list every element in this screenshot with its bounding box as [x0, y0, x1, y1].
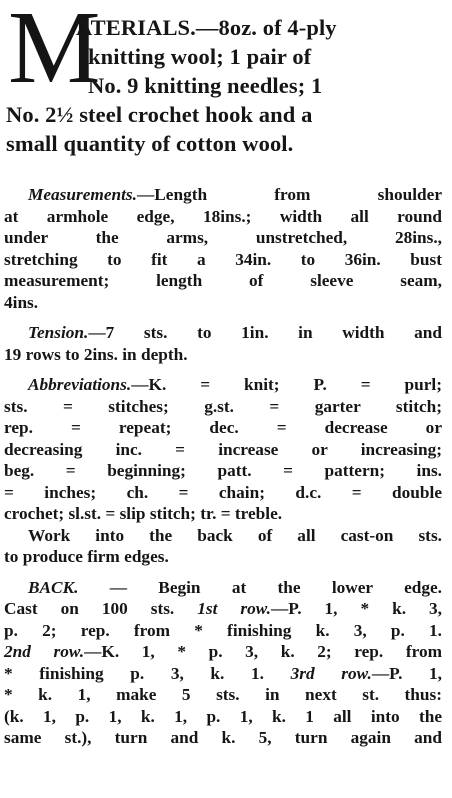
back-line: —K. 1, * p. 3, k. 2; rep. from: [84, 642, 442, 661]
measurements-line: measurement; length of sleeve seam,: [4, 271, 442, 290]
materials-section: [4, 0, 442, 172]
back-line: (k. 1, p. 1, k. 1, p. 1, k. 1 all into the: [4, 706, 442, 726]
back-line: same st.), turn and k. 5, turn again and: [4, 728, 442, 747]
back-line: p. 2; rep. from * finishing k. 3, p. 1.: [4, 620, 442, 640]
note-paragraph: [4, 525, 442, 568]
note-line: Work into the back of all cast-on sts.: [28, 525, 442, 545]
materials-line-1: ATERIALS.—8oz. of 4-ply: [76, 15, 337, 40]
back-line: * finishing p. 3, k. 1.: [4, 663, 291, 683]
abbreviations-line: = inches; ch. = chain; d.c. = double: [4, 482, 442, 502]
pattern-page: [4, 0, 442, 749]
abbreviations-line: beg. = beginning; patt. = pattern; ins.: [4, 461, 442, 480]
back-line: * k. 1, make 5 sts. in next st. thus:: [4, 685, 442, 704]
abbreviations-line: crochet; sl.st. = slip stitch; tr. = treble.: [4, 504, 283, 523]
tension-paragraph: [4, 322, 442, 365]
tension-line: —7 sts. to 1in. in width and: [88, 323, 442, 342]
tension-heading: Tension.: [28, 323, 89, 342]
materials-line-4: No. 2½ steel crochet hook and a: [6, 102, 313, 127]
back-line: —P. 1, * k. 3,: [270, 599, 442, 618]
materials-line-2: knitting wool; 1 pair of: [88, 44, 312, 69]
measurements-line: at armhole edge, 18ins.; width all round: [4, 206, 442, 226]
abbreviations-paragraph: [4, 374, 442, 525]
measurements-line: 4ins.: [4, 292, 39, 312]
note-line: to produce firm edges.: [4, 547, 169, 566]
dropcap-letter: M: [8, 0, 101, 105]
materials-line-5: small quantity of cotton wool.: [6, 131, 294, 156]
back-line: Cast on 100 sts.: [4, 599, 198, 618]
measurements-paragraph: [4, 184, 442, 313]
measurements-line: —Length from shoulder: [136, 185, 442, 204]
back-paragraph: [4, 577, 442, 749]
measurements-line: stretching to fit a 34in. to 36in. bust: [4, 249, 442, 269]
back-heading: BACK.: [28, 577, 79, 597]
abbreviations-line: decreasing inc. = increase or increasing;: [4, 439, 442, 459]
abbreviations-line: rep. = repeat; dec. = decrease or: [4, 418, 442, 437]
abbreviations-line: sts. = stitches; g.st. = garter stitch;: [4, 396, 442, 416]
abbreviations-line: —K. = knit; P. = purl;: [131, 375, 442, 394]
measurements-line: under the arms, unstretched, 28ins.,: [4, 228, 442, 247]
abbreviations-heading: Abbreviations.: [28, 375, 132, 394]
measurements-heading: Measurements.: [28, 185, 137, 204]
row-label: 2nd row.: [4, 642, 85, 661]
back-line: — Begin at the lower edge.: [78, 577, 442, 597]
row-label: 1st row.: [197, 599, 271, 618]
row-label: 3rd row.: [290, 663, 372, 683]
materials-line-3: No. 9 knitting needles; 1: [88, 73, 323, 98]
back-line: —P. 1,: [371, 663, 442, 683]
tension-line: 19 rows to 2ins. in depth.: [4, 344, 188, 364]
